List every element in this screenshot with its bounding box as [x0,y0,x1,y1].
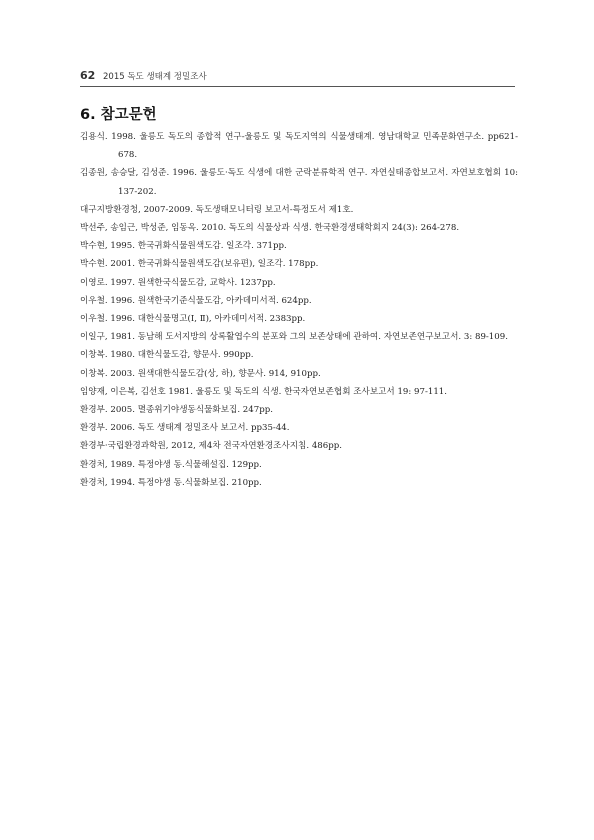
reference-item: 이우철. 1996. 원색한국기준식물도감, 아카데미서적. 624pp. [80,295,312,306]
reference-item: 이영로. 1997. 원색한국식물도감, 교학사. 1237pp. [80,277,276,288]
reference-item: 김종원, 송승달, 김성준. 1996. 울릉도·독도 식생에 대한 군락분류학적 연구. 자연실태종합보고서. 자연보호협회 10: 137-202. [80,168,518,197]
page-number: 62 [80,69,96,82]
reference-item: 환경처, 1989. 특정야생 동.식물해설집. 129pp. [80,459,262,470]
reference-item: 이창복. 1980. 대한식물도감, 향문사. 990pp. [80,350,254,361]
running-header [80,69,515,87]
reference-item: 박선주, 송임근, 박성준, 임동옥. 2010. 독도의 식물상과 식생. 한국환경생태학회지 24(3): 264-278. [80,223,460,234]
section-title: 6. 참고문헌 [80,107,157,123]
reference-item: 박수현, 1995. 한국귀화식물원색도감. 일조각. 371pp. [80,241,287,252]
reference-item: 임양재, 이은복, 김선호 1981. 울릉도 및 독도의 식생. 한국자연보존협회 조사보고서 19: 97-111. [80,386,447,397]
reference-item: 환경부. 2006. 독도 생태계 정밀조사 보고서. pp35-44. [80,423,290,434]
reference-item: 환경처, 1994. 특정야생 동.식물화보집. 210pp. [80,477,262,488]
reference-item: 환경부·국립환경과학원, 2012, 제4차 전국자연환경조사지침. 486pp. [80,441,342,452]
reference-item: 김용식. 1998. 울릉도 독도의 종합적 연구-울릉도 및 독도지역의 식물생태계. 영남대학교 민족문화연구소. pp621-678. [80,132,518,161]
reference-item: 이일구, 1981. 동남해 도서지방의 상록활엽수의 분포와 그의 보존상태에 관하여. 자연보존연구보고서. 3: 89-109. [80,332,508,343]
reference-item: 대구지방환경청, 2007-2009. 독도생태모니터링 보고서-특정도서 제1호. [80,204,354,215]
reference-item: 환경부. 2005. 멸종위기야생동식물화보집. 247pp. [80,405,273,416]
reference-item: 이창복. 2003. 원색대한식물도감(상, 하), 향문사. 914, 910pp. [80,368,321,379]
reference-item: 박수현. 2001. 한국귀화식물원색도감(보유편), 일조각. 178pp. [80,259,319,270]
reference-list [80,128,518,492]
reference-item: 이우철. 1996. 대한식물명고(Ⅰ, Ⅱ), 아카데미서적. 2383pp. [80,314,306,325]
header-rule [80,86,515,87]
running-title: 2015 독도 생태계 정밀조사 [103,72,207,82]
